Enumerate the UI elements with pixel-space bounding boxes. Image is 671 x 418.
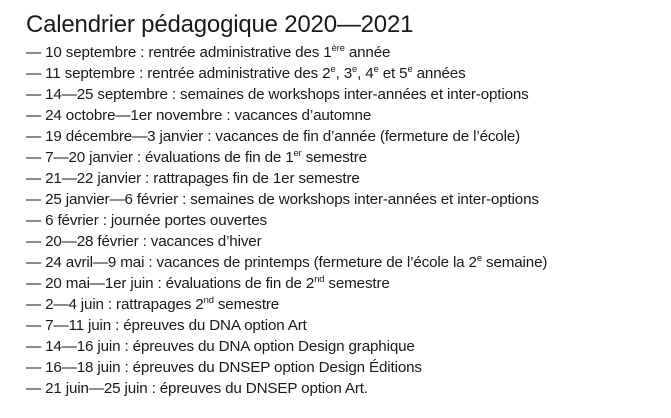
text-segment: semaine): [481, 254, 548, 271]
superscript: ère: [331, 42, 345, 54]
superscript: e: [476, 252, 482, 264]
calendar-item: [26, 126, 666, 147]
text-segment: , 4: [357, 65, 374, 82]
superscript: nd: [203, 294, 214, 306]
calendar-item: [26, 147, 666, 168]
text-segment: semestre: [213, 296, 280, 313]
calendar-item: [26, 357, 666, 378]
calendar-item: [26, 210, 666, 231]
text-segment: — 16—18 juin : épreuves du DNSEP option Design Éditions: [26, 359, 422, 376]
text-segment: semestre: [301, 149, 367, 166]
text-segment: — 7—11 juin : épreuves du DNA option Art: [26, 317, 307, 334]
superscript: e: [352, 63, 358, 75]
calendar-item: [26, 189, 666, 210]
text-segment: année: [344, 44, 391, 61]
text-segment: , 3: [335, 65, 352, 82]
calendar-item: [26, 42, 666, 63]
calendar-item: [26, 63, 666, 84]
calendar-list: [26, 42, 666, 399]
calendar-item: [26, 105, 666, 126]
text-segment: et 5: [378, 65, 408, 82]
text-segment: — 20—28 février : vacances d’hiver: [26, 233, 262, 250]
text-segment: — 24 octobre—1er novembre : vacances d’automne: [26, 107, 372, 124]
text-segment: — 14—16 juin : épreuves du DNA option Design graphique: [26, 338, 415, 355]
text-segment: — 11 septembre : rentrée administrative des 2: [26, 65, 331, 82]
text-segment: — 10 septembre : rentrée administrative des 1: [26, 44, 332, 61]
text-segment: — 21—22 janvier : rattrapages fin de 1er semestre: [26, 170, 360, 187]
text-segment: — 24 avril—9 mai : vacances de printemps (fermeture de l’école la 2: [26, 254, 477, 271]
calendar-item: [26, 378, 666, 399]
calendar-document: [26, 10, 666, 399]
text-segment: années: [412, 65, 466, 82]
calendar-item: [26, 252, 666, 273]
calendar-item: [26, 231, 666, 252]
calendar-item: [26, 315, 666, 336]
calendar-item: [26, 294, 666, 315]
superscript: er: [293, 147, 302, 159]
calendar-item: [26, 273, 666, 294]
text-segment: — 7—20 janvier : évaluations de fin de 1: [26, 149, 294, 166]
text-segment: — 19 décembre—3 janvier : vacances de fin d’année (fermeture de l’école): [26, 128, 521, 145]
text-segment: — 25 janvier—6 février : semaines de workshops inter-années et inter-options: [26, 191, 539, 208]
superscript: nd: [314, 273, 325, 285]
text-segment: — 2—4 juin : rattrapages 2: [26, 296, 204, 313]
calendar-item: [26, 168, 666, 189]
text-segment: — 21 juin—25 juin : épreuves du DNSEP option Art.: [26, 380, 368, 397]
calendar-item: [26, 336, 666, 357]
text-segment: — 14—25 septembre : semaines de workshops inter-années et inter-options: [26, 86, 529, 103]
text-segment: — 6 février : journée portes ouvertes: [26, 212, 267, 229]
calendar-item: [26, 84, 666, 105]
text-segment: — 20 mai—1er juin : évaluations de fin de 2: [26, 275, 315, 292]
superscript: e: [330, 63, 336, 75]
superscript: e: [407, 63, 413, 75]
page-title: Calendrier pédagogique 2020—2021: [26, 11, 414, 38]
text-segment: semestre: [324, 275, 390, 292]
superscript: e: [373, 63, 379, 75]
